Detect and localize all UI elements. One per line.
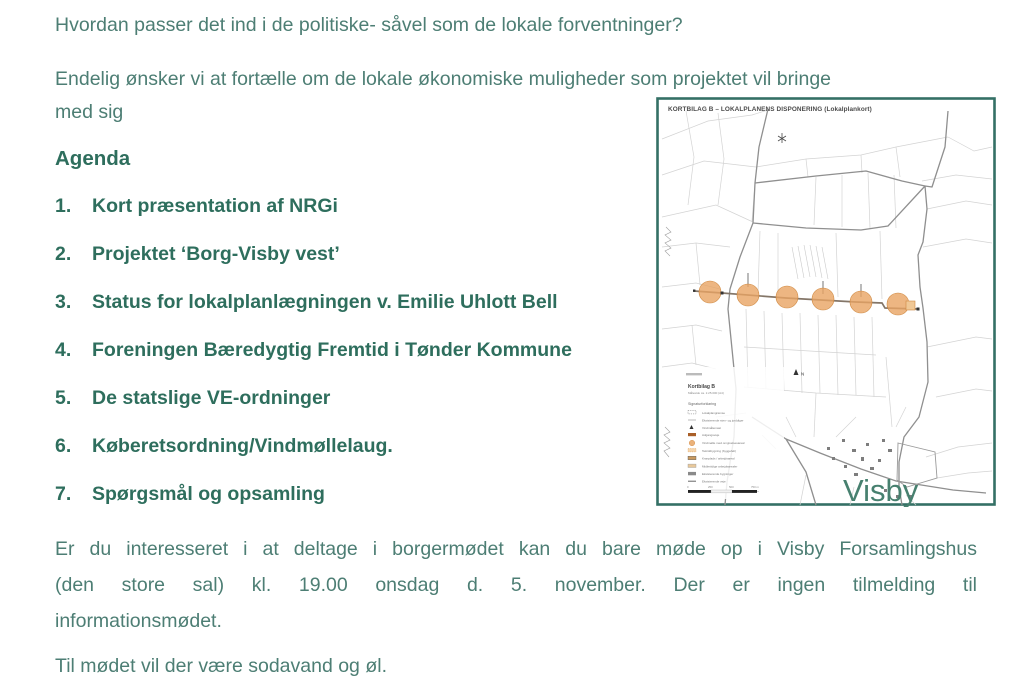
agenda-item-label: Projektet ‘Borg-Visby vest’ <box>92 243 340 265</box>
agenda-heading: Agenda <box>55 147 131 170</box>
scale-label: 250 <box>708 485 713 489</box>
legend-icon-access-road <box>688 433 696 436</box>
agenda-item-number: 2. <box>55 243 72 265</box>
north-label: N <box>801 371 805 377</box>
final-note: Til mødet vil der være sodavand og øl. <box>55 655 387 677</box>
agenda-item-number: 3. <box>55 291 72 313</box>
legend-item-label: Lokalplangrænse <box>702 410 726 415</box>
legend-item-label: Vindmølle med omgivelsesareal <box>702 441 745 446</box>
legend-item-label: Vindmålemast <box>702 425 721 430</box>
agenda-item-number: 7. <box>55 483 72 505</box>
closing-paragraph <box>55 531 977 639</box>
agenda-item-number: 1. <box>55 195 72 217</box>
agenda-item-label: Status for lokalplanlægningen v. Emilie Uhlott Bell <box>92 291 558 313</box>
agenda-item-number: 4. <box>55 339 72 361</box>
legend-icon-existing-buildings <box>688 472 696 475</box>
intro-paragraph-2-line2: med sig <box>55 101 124 123</box>
legend-icon-crane-pad <box>688 456 696 459</box>
map-title: KORTBILAG B – LOKALPLANENS DISPONERING (Lokalplankort) <box>668 106 872 113</box>
agenda-item-label: Kort præsentation af NRGi <box>92 195 338 217</box>
agenda-item-label: Foreningen Bæredygtig Fremtid i Tønder Kommune <box>92 339 572 361</box>
legend-subheading: Signaturforklaring <box>688 402 717 406</box>
legend-icon-temp-area <box>688 464 696 467</box>
scale-label: 750 m <box>751 485 759 489</box>
legend-item-label: Eksisterende veje <box>702 479 726 484</box>
closing-line-3: informationsmødet. <box>55 610 222 632</box>
place-label-visby: Visby <box>843 473 919 507</box>
agenda-item-label: Spørgsmål og opsamling <box>92 483 325 505</box>
legend-item-label: Teknikbygning (byggefelt) <box>702 448 737 453</box>
legend-item-label: Eksisterende sten- og jorddiger <box>702 418 744 423</box>
agenda-item-label: De statslige VE-ordninger <box>92 387 331 409</box>
lokalplan-map-figure <box>656 97 1002 507</box>
legend-icon-turbine <box>689 440 695 446</box>
lokalplan-map-svg <box>656 97 1002 507</box>
legend-item-label: Eksisterende bygninger <box>702 472 734 477</box>
legend-item-label: Midlertidige arbejdsarealer <box>702 464 738 469</box>
scale-label: 0 <box>687 485 689 489</box>
legend-ref-mark <box>686 373 702 375</box>
legend-item-label: Kranplads / arbejdsareal <box>702 456 735 461</box>
legend-item-label: Adgangsveje <box>702 433 720 438</box>
intro-paragraph-2-line1: Endelig ønsker vi at fortælle om de lokale økonomiske muligheder som projektet vil bringe <box>55 68 832 90</box>
legend-scale-note: Målestok ca. 1:25.000 (A4) <box>688 391 724 395</box>
agenda-item-label: Køberetsordning/Vindmøllelaug. <box>92 435 393 457</box>
agenda-item-number: 5. <box>55 387 72 409</box>
legend-icon-tech-building <box>688 449 696 452</box>
tech-building-marker <box>906 301 915 310</box>
legend-heading: Kortbilag B <box>688 384 715 390</box>
closing-line-2: (den store sal) kl. 19.00 onsdag d. 5. november. Der er ingen tilmelding til <box>55 574 977 596</box>
agenda-item-number: 6. <box>55 435 72 457</box>
intro-paragraph-1: Hvordan passer det ind i de politiske- såvel som de lokale forventninger? <box>55 14 683 36</box>
closing-line-1: Er du interesseret i at deltage i borgermødet kan du bare møde op i Visby Forsamlingshus <box>55 538 977 560</box>
scale-label: 500 <box>729 485 734 489</box>
